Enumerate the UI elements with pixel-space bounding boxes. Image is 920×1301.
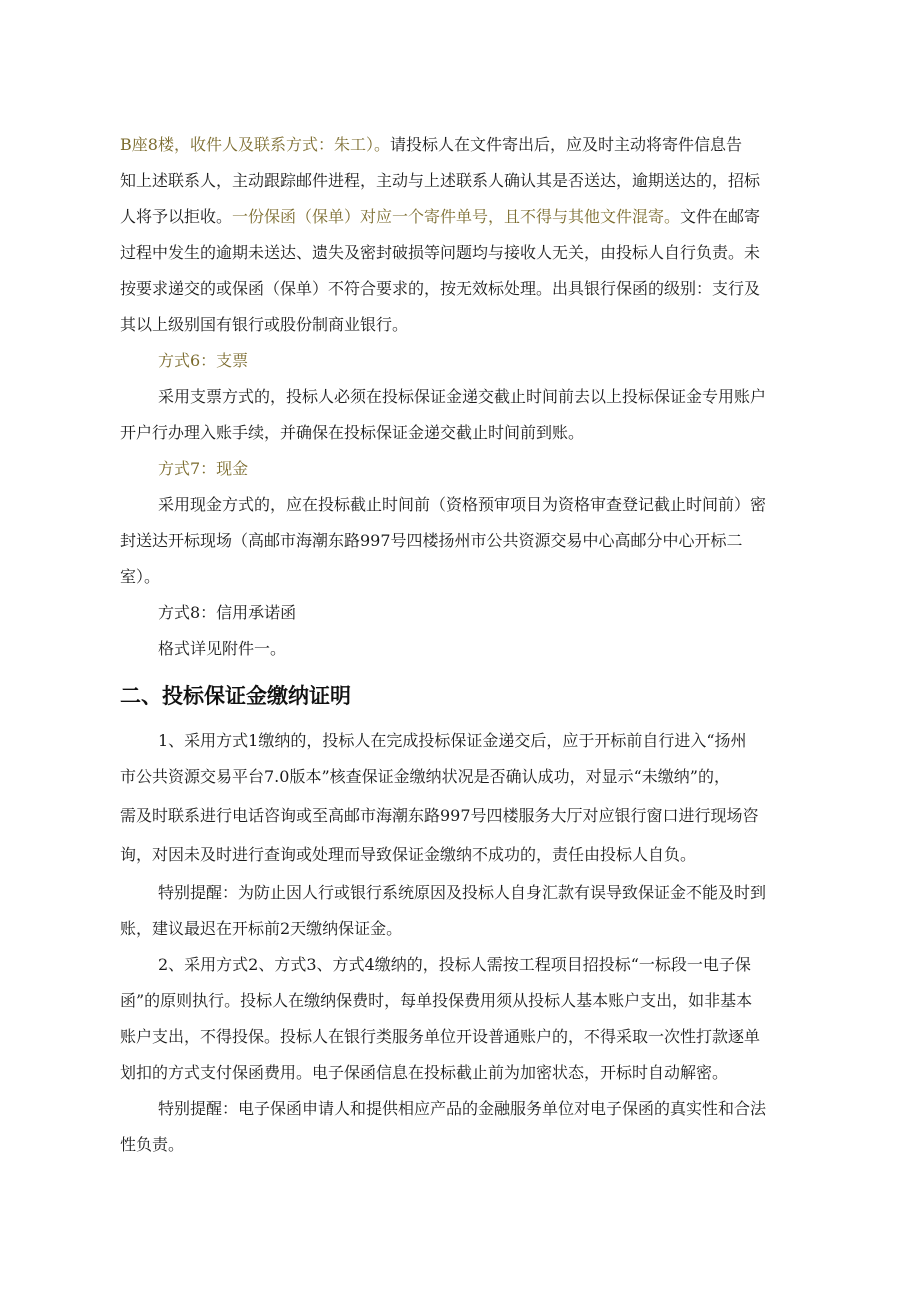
para1-line-5: 按要求递交的或保函（保单）不符合要求的，按无效标处理。出具银行保函的级别：支行及 [120, 279, 761, 298]
section-2-p1-line-1: 1、采用方式1缴纳的，投标人在完成投标保证金递交后，应于开标前自行进入“扬州 [158, 731, 747, 750]
method-6-title: 方式6：支票 [158, 351, 249, 370]
method-6-line-2: 开户行办理入账手续，并确保在投标保证金递交截止时间前到账。 [120, 423, 585, 442]
method-7-line-1: 采用现金方式的，应在投标截止时间前（资格预审项目为资格审查登记截止时间前）密 [158, 495, 767, 514]
section-2-p2-line-2: 函”的原则执行。投标人在缴纳保费时，每单投保费用须从投标人基本账户支出，如非基本 [120, 991, 753, 1010]
section-2-note2-line-1: 特别提醒：电子保函申请人和提供相应产品的金融服务单位对电子保函的真实性和合法 [158, 1099, 767, 1118]
para1-line-1-highlight: B座8楼，收件人及联系方式：朱工）。 [120, 135, 390, 154]
method-8-title: 方式8：信用承诺函 [158, 603, 297, 622]
method-7-title: 方式7：现金 [158, 459, 249, 478]
para1-line-4: 过程中发生的逾期未送达、遗失及密封破损等问题均与接收人无关，由投标人自行负责。未 [120, 243, 761, 262]
section-2-p1-line-3: 需及时联系进行电话咨询或至高邮市海潮东路997号四楼服务大厅对应银行窗口进行现场咨 [120, 806, 759, 825]
para1-line-1-text: 请投标人在文件寄出后，应及时主动将寄件信息告 [389, 135, 742, 154]
method-7-line-3: 室）。 [120, 567, 161, 586]
method-7-line-2: 封送达开标现场（高邮市海潮东路997号四楼扬州市公共资源交易中心高邮分中心开标二 [120, 531, 743, 550]
section-2-heading: 二、投标保证金缴纳证明 [120, 684, 351, 708]
section-2-p2-line-3: 账户支出，不得投保。投标人在银行类服务单位开设普通账户的，不得采取一次性打款逐单 [120, 1027, 761, 1046]
para1-line-3-highlight: 一份保函（保单）对应一个寄件单号，且不得与其他文件混寄。 [232, 207, 681, 226]
section-2-p1-line-4: 询，对因未及时进行查询或处理而导致保证金缴纳不成功的，责任由投标人自负。 [120, 845, 697, 864]
para1-line-6: 其以上级别国有银行或股份制商业银行。 [120, 315, 409, 334]
para1-line-3 [120, 206, 760, 228]
method-8-line-1: 格式详见附件一。 [158, 639, 287, 658]
section-2-note1-line-2: 账，建议最迟在开标前2天缴纳保证金。 [120, 919, 403, 938]
para1-line-3-text-a: 人将予以拒收。 [120, 207, 233, 226]
section-2-p1-line-2: 市公共资源交易平台7.0版本”核查保证金缴纳状况是否确认成功，对显示“未缴纳”的， [120, 767, 730, 786]
section-2-p2-line-4: 划扣的方式支付保函费用。电子保函信息在投标截止前为加密状态，开标时自动解密。 [120, 1063, 729, 1082]
para1-line-2: 知上述联系人，主动跟踪邮件进程，主动与上述联系人确认其是否送达，逾期送达的，招标 [120, 171, 761, 190]
para1-line-1 [120, 134, 742, 156]
section-2-p2-line-1: 2、采用方式2、方式3、方式4缴纳的，投标人需按工程项目招投标“一标段一电子保 [158, 955, 751, 974]
method-6-line-1: 采用支票方式的，投标人必须在投标保证金递交截止时间前去以上投标保证金专用账户 [158, 387, 767, 406]
para1-line-3-text-c: 文件在邮寄 [680, 207, 761, 226]
section-2-note2-line-2: 性负责。 [120, 1135, 185, 1154]
section-2-note1-line-1: 特别提醒：为防止因人行或银行系统原因及投标人自身汇款有误导致保证金不能及时到 [158, 883, 767, 902]
